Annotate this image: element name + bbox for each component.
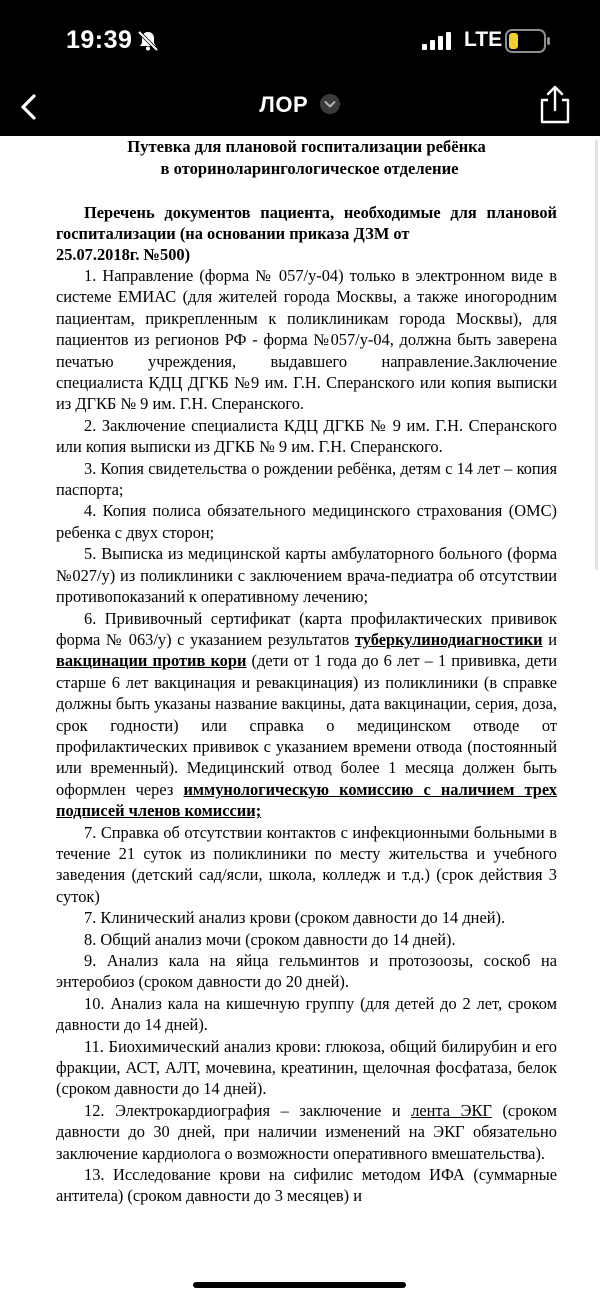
list-item-11: 11. Биохимический анализ крови: глюкоза, общий билирубин и его фракции, АСТ, АЛТ, мочевина, креатинин, щелочная фосфатаза, белок (сроком давности до 14 дней). <box>56 1036 557 1099</box>
list-item-8: 8. Общий анализ мочи (сроком давности до 14 дней). <box>84 929 456 949</box>
item12-text-c: (сроком давности до 30 дней, при наличии изменений на ЭКГ обязательно заключение кардиолога о возможности оперативного вмешательства). <box>56 1100 557 1163</box>
document-viewer[interactable] <box>0 136 600 1300</box>
list-item-7: 7. Справка об отсутствии контактов с инфекционными больными в течение 21 суток из поликлиники по месту жительства и учебного заведения (детский сад/ясли, школа, колледж и т.д.) (срок действия 3 суток) <box>56 822 557 906</box>
item6-tuberculin: туберкулинодиагностики <box>354 629 543 649</box>
document-title-line2: в оториноларингологическое отделение <box>160 159 459 178</box>
nav-bar <box>0 80 600 136</box>
chevron-down-icon[interactable] <box>319 93 341 115</box>
scroll-indicator[interactable] <box>595 140 598 570</box>
document-page <box>56 136 557 1207</box>
list-item-12 <box>56 1100 557 1164</box>
list-item-2: 2. Заключение специалиста КДЦ ДГКБ № 9 им. Г.Н. Сперанского или копия выписки из ДГКБ № 9 им. Г.Н. Сперанского. <box>56 415 557 457</box>
item6-and: и <box>542 629 557 649</box>
item6-text-e: (дети от 1 года до 6 лет – 1 прививка, дети старше 6 лет вакцинация и ревакцинация) из поликлиники (в справке должны быть указаны название вакцины, дата вакцинации, серия, доза, срок годности) или справка о медицинском отводе от профилактических прививок с указанием времени отвода (постоянный или временный). Медицинский отвод более 1 месяца должен быть оформлен через <box>56 651 557 799</box>
share-icon[interactable] <box>536 84 574 126</box>
document-title-line1: Путевка для плановой госпитализации ребёнка <box>127 137 486 156</box>
document-title <box>56 136 557 180</box>
network-type: LTE <box>464 28 503 51</box>
list-item-4: 4. Копия полиса обязательного медицинского страхования (ОМС) ребенка с двух сторон; <box>56 501 557 542</box>
item12-text-a: 12. Электрокардиография – заключение и <box>84 1100 412 1120</box>
item6-text-a: 6. Прививочный сертификат (карта профилактических прививок форма № 063/у) с указанием результатов <box>56 608 557 649</box>
bell-slash-icon <box>136 29 160 53</box>
documents-list-heading <box>56 202 557 265</box>
item6-measles: вакцинации против кори <box>56 651 247 671</box>
heading-main: Перечень документов пациента, необходимые для плановой госпитализации (на основании приказа ДЗМ от <box>56 203 557 243</box>
item12-ecg-tape: лента ЭКГ <box>411 1100 492 1120</box>
list-item-1: 1. Направление (форма № 057/у-04) только в электронном виде в системе ЕМИАС (для жителей города Москвы, а также иногородним пациентам, прикрепленным к поликлиникам города Москвы), для пациентов из регионов РФ - форма №057/у-04, должна быть заверена печатью учреждения, выдавшего направление.Заключение специалиста КДЦ ДГКБ №9 им. Г.Н. Сперанского или копия выписки из ДГКБ № 9 им. Г.Н. Сперанского. <box>56 266 557 414</box>
home-indicator[interactable] <box>193 1282 406 1288</box>
nav-title: ЛОР <box>259 92 309 117</box>
heading-tail: 25.07.2018г. №500) <box>56 245 191 264</box>
list-item-6 <box>56 608 557 822</box>
item6-commission: иммунологическую комиссию с наличием трех подписей членов комиссии; <box>56 779 557 821</box>
list-item-7b: 7. Клинический анализ крови (сроком давности до 14 дней). <box>84 908 506 928</box>
status-time: 19:39 <box>66 26 133 54</box>
list-item-13: 13. Исследование крови на сифилис методом ИФА (суммарные антитела) (сроком давности до 3 месяцев) и <box>56 1165 557 1206</box>
battery-low-icon <box>505 29 551 53</box>
signal-icon <box>422 32 454 50</box>
list-item-3: 3. Копия свидетельства о рождении ребёнка, детям с 14 лет – копия паспорта; <box>56 458 557 500</box>
nav-title-group[interactable] <box>0 92 600 118</box>
status-bar <box>0 0 600 80</box>
list-item-5: 5. Выписка из медицинской карты амбулаторного больного (форма №027/у) из поликлиники с заключением врача-педиатра об отсутствии противопоказаний к оперативному лечению; <box>56 544 557 607</box>
list-item-9: 9. Анализ кала на яйца гельминтов и протозоозы, соскоб на энтеробиоз (сроком давности до 20 дней). <box>56 951 557 992</box>
list-item-10: 10. Анализ кала на кишечную группу (для детей до 2 лет, сроком давности до 14 дней). <box>56 993 557 1035</box>
